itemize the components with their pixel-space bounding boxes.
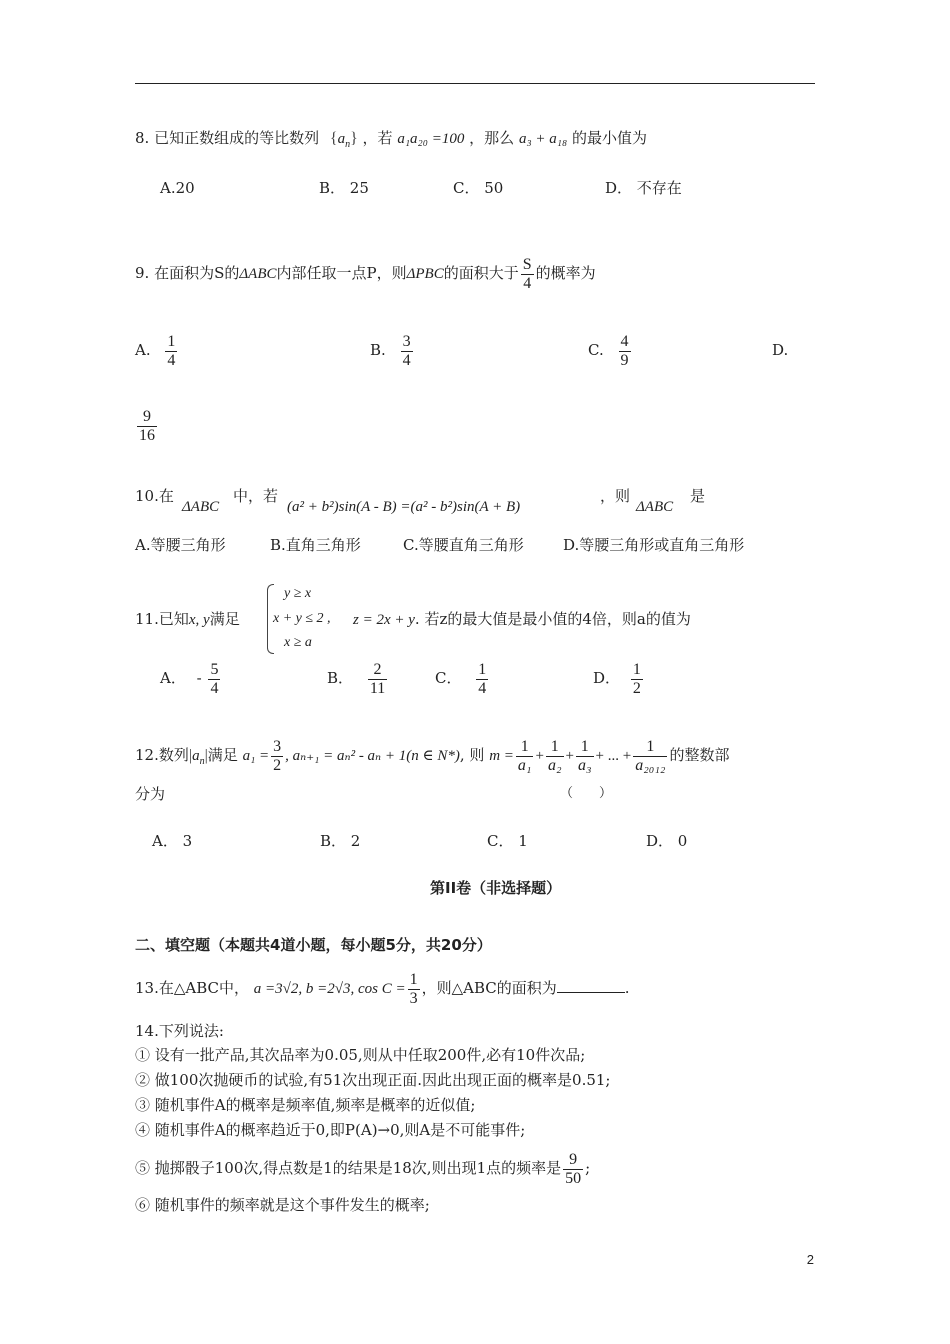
question-8: 8. 已知正数组成的等比数列 $\{a_n\}$ ，若 a₁a₂₀ =100 ，那么 a₃ + a₁₈ 的最小值为 [135,129,648,150]
q10-equation: (a² + b²)sin(A - B) =(a² - b²)sin(A + B) [287,499,521,515]
q14-item-6: ⑥ 随机事件的频率就是这个事件发生的概率; [135,1196,430,1214]
question-12: 12.数列$|a_n|$满足 a₁ = $\frac{3}{2}$ , aₙ₊₁ = aₙ² - aₙ + 1(n ∈ N*), 则 m = $\frac{1}{\text{a₁}}$ + $\frac{1}{\text{a₂}}$ + $\frac{1}{\text{a₃}}$ + ... + $\frac{1}{\text{a₂₀₁₂}}$ 的整数部 [135,737,730,774]
answer-blank[interactable] [557,978,625,993]
q11-option-c: C． $\frac{1}{4}$ [435,660,487,697]
constraint-2: x + y ≤ 2 , [273,611,331,626]
q14-item-2: ② 做100次抛硬币的试验,有51次出现正面.因此出现正面的概率是0.51; [135,1071,611,1089]
q10-option-a: A.等腰三角形 [135,536,226,554]
question-13: 13.在△ABC中， a =3√2, b =2√3, cos C = $\frac{1}{3}$ ，则△ABC的面积为 . [135,970,630,1007]
part2-title: 第II卷（非选择题） [430,879,562,897]
q14-item-1: ① 设有一批产品,其次品率为0.05,则从中任取200件,必有10件次品; [135,1046,586,1064]
target-expr: a₃ + a₁₈ [518,131,568,147]
question-9: 9. 在面积为S的ΔABC内部任取一点P，则ΔPBC的面积大于 $\frac{S}{4}$ 的概率为 [135,255,596,292]
q8-option-c: C． 50 [453,179,504,197]
q10-option-b: B.直角三角形 [270,536,361,554]
q8-option-d: D． 不存在 [605,179,682,197]
section2-title: 二、填空题（本题共4道小题，每小题5分，共20分） [135,936,492,954]
q8-option-b: B． 25 [319,179,369,197]
question-11: 11.已知x, y满足 [135,610,240,628]
page-number: 2 [806,1252,814,1267]
constraint-3: x ≥ a [284,635,312,650]
q10-option-d: D.等腰三角形或直角三角形 [563,536,745,554]
sequence-notation: $\{a_n\}$ [329,130,358,150]
q9-option-b: B. $\frac{3}{4}$ [370,332,411,369]
fraction: $\frac{S}{4}$ [522,255,532,292]
answer-paren: （ ） [560,786,613,801]
q11-option-b: B． $\frac{2}{11}$ [327,660,386,697]
objective: z = 2x + y [353,612,415,628]
question-10: 10.在 [135,487,174,505]
q10-triangle: ΔABC [182,499,220,515]
constraint-1: y ≥ x [284,586,312,601]
question-14: 14.下列说法: [135,1022,224,1040]
q14-item-4: ④ 随机事件A的概率趋近于0,即P(A)→0,则A是不可能事件; [135,1121,526,1139]
header-rule [135,83,815,84]
q8-option-a: A.20 [160,179,195,197]
q9-option-a: A. $\frac{1}{4}$ [135,332,176,369]
condition-expr: a₁a₂₀ =100 [397,131,465,147]
q9-option-c: C. $\frac{4}{9}$ [588,332,629,369]
q14-item-3: ③ 随机事件A的概率是频率值,频率是概率的近似值; [135,1096,476,1114]
q9-option-d-value: $\frac{9}{16}$ [139,407,155,444]
q14-item-5: ⑤ 抛掷骰子100次,得点数是1的结果是18次,则出现1点的频率是 $\frac{9}{50}$ ; [135,1150,591,1187]
q11-option-a: A． - $\frac{5}{4}$ [160,660,219,697]
q12-option-d: D． 0 [646,832,688,850]
q12-option-b: B． 2 [320,832,361,850]
q12-option-a: A． 3 [152,832,193,850]
q12-option-c: C． 1 [487,832,528,850]
q10-option-c: C.等腰直角三角形 [403,536,524,554]
q11-option-d: D． $\frac{1}{2}$ [593,660,641,697]
q9-option-d-label: D. [772,341,789,359]
